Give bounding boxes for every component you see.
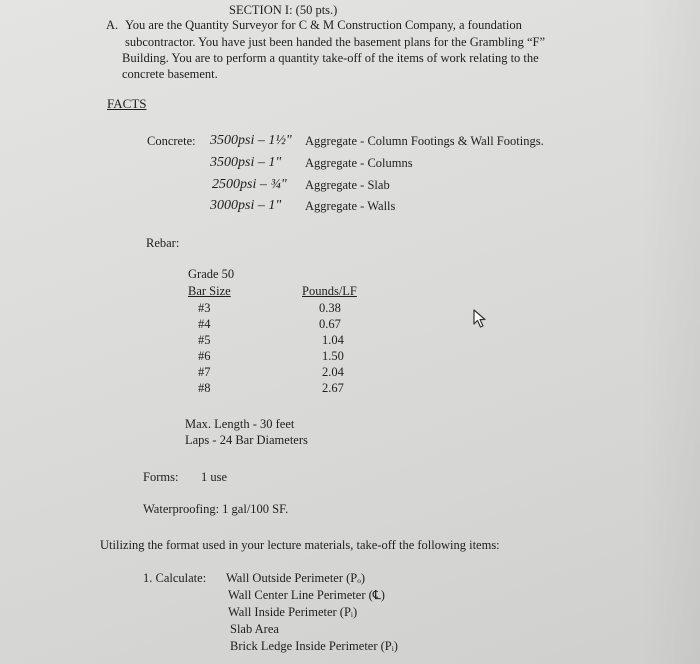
rebar-bar-4: #4 bbox=[198, 317, 211, 331]
rebar-label: Rebar: bbox=[146, 236, 180, 250]
calc-item-center-line-perimeter: Wall Center Line Perimeter (℄) bbox=[228, 588, 385, 602]
problem-line-1: You are the Quantity Surveyor for C & M Construction Company, a foundation bbox=[125, 18, 522, 32]
concrete-desc-2: Aggregate - Columns bbox=[305, 156, 413, 170]
rebar-bar-7: #7 bbox=[198, 365, 211, 379]
problem-line-4: concrete basement. bbox=[122, 67, 218, 81]
rebar-weight-5: 1.04 bbox=[322, 333, 344, 347]
rebar-weight-4: 0.67 bbox=[319, 317, 341, 331]
rebar-weight-7: 2.04 bbox=[322, 365, 344, 379]
calc-item-inside-perimeter: Wall Inside Perimeter (Pᵢ) bbox=[228, 605, 358, 619]
problem-line-3: Building. You are to perform a quantity take-off of the items of work relating to the bbox=[122, 51, 539, 65]
rebar-laps: Laps - 24 Bar Diameters bbox=[185, 433, 308, 447]
rebar-max-length: Max. Length - 30 feet bbox=[185, 417, 295, 431]
concrete-label: Concrete: bbox=[147, 134, 196, 148]
instruction-text: Utilizing the format used in your lecture materials, take-off the following items: bbox=[100, 538, 500, 552]
rebar-bar-6: #6 bbox=[198, 349, 211, 363]
rebar-grade: Grade 50 bbox=[188, 267, 235, 281]
concrete-strength-4: 3000psi – 1" bbox=[210, 198, 282, 213]
rebar-bar-8: #8 bbox=[198, 381, 211, 395]
concrete-strength-3: 2500psi – ¾" bbox=[212, 177, 287, 192]
section-title: SECTION I: (50 pts.) bbox=[229, 3, 338, 17]
page-shadow bbox=[640, 0, 700, 664]
concrete-desc-4: Aggregate - Walls bbox=[305, 199, 396, 213]
concrete-strength-2: 3500psi – 1" bbox=[210, 155, 282, 170]
waterproofing: Waterproofing: 1 gal/100 SF. bbox=[143, 502, 289, 516]
rebar-col-bar-size: Bar Size bbox=[188, 284, 231, 298]
facts-heading: FACTS bbox=[107, 96, 147, 111]
rebar-weight-3: 0.38 bbox=[319, 301, 341, 315]
concrete-desc-3: Aggregate - Slab bbox=[305, 178, 390, 192]
concrete-strength-1: 3500psi – 1½" bbox=[210, 133, 292, 148]
rebar-weight-6: 1.50 bbox=[322, 349, 344, 363]
forms-label: Forms: bbox=[143, 470, 179, 484]
calc-item-slab-area: Slab Area bbox=[230, 622, 279, 636]
calculate-label: 1. Calculate: bbox=[143, 571, 207, 585]
calc-item-outside-perimeter: Wall Outside Perimeter (Pₒ) bbox=[226, 571, 366, 585]
rebar-weight-8: 2.67 bbox=[322, 381, 344, 395]
rebar-bar-3: #3 bbox=[198, 301, 211, 315]
concrete-desc-1: Aggregate - Column Footings & Wall Footings. bbox=[305, 134, 544, 148]
rebar-col-pounds-lf: Pounds/LF bbox=[302, 284, 357, 298]
mouse-pointer-icon bbox=[472, 309, 490, 329]
forms-value: 1 use bbox=[201, 470, 228, 484]
problem-label: A. bbox=[106, 18, 119, 32]
calc-item-brick-ledge-perimeter: Brick Ledge Inside Perimeter (Pᵢ) bbox=[230, 639, 398, 653]
rebar-bar-5: #5 bbox=[198, 333, 211, 347]
problem-line-2: subcontractor. You have just been handed the basement plans for the Grambling “F” bbox=[125, 35, 546, 49]
